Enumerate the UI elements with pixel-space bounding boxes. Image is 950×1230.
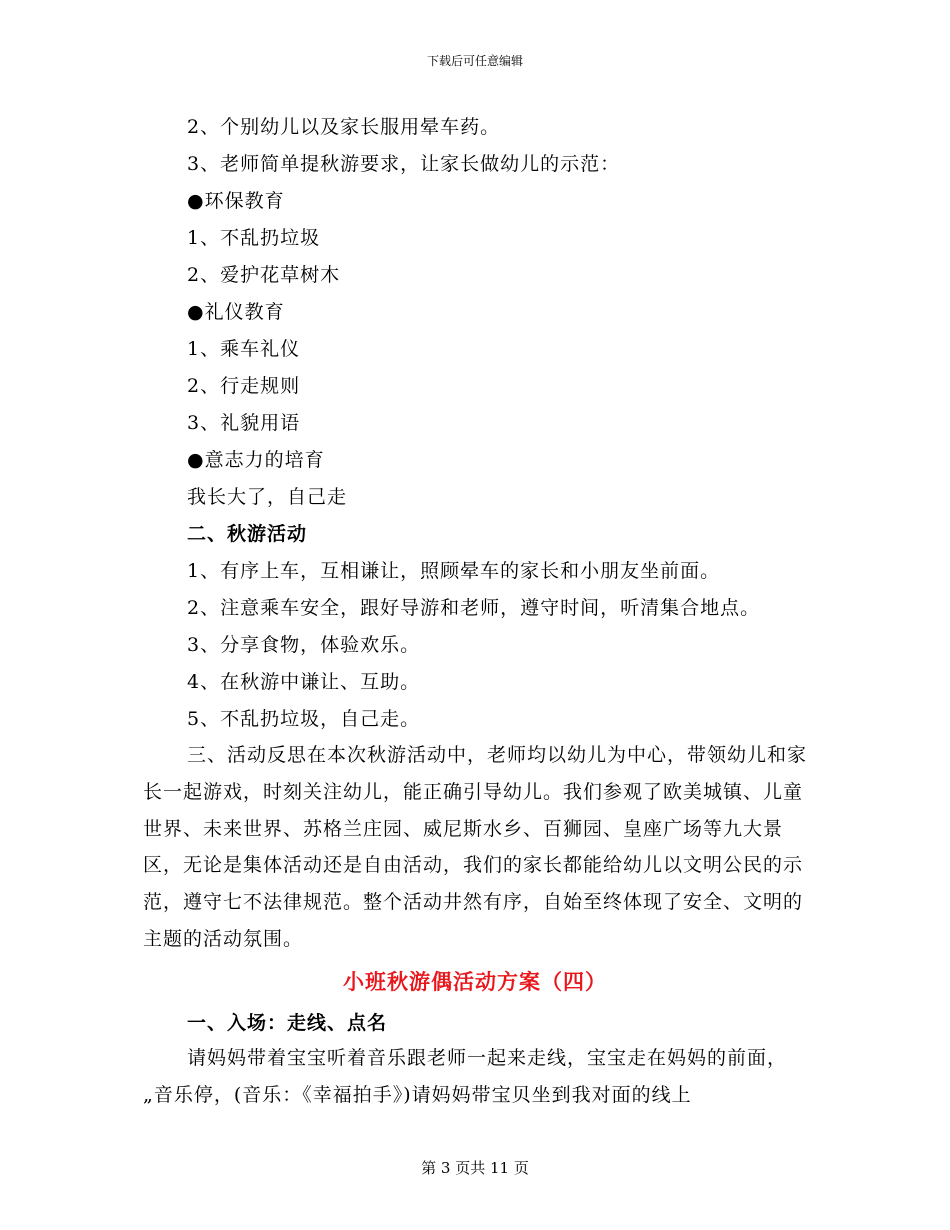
- body-paragraph: 请妈妈带着宝宝听着音乐跟老师一起来走线，宝宝走在妈妈的前面，„音乐停，(音乐：《幸福拍手》)请妈妈带宝贝坐到我对面的线上: [143, 1047, 788, 1106]
- bullet-heading: ●礼仪教育: [187, 301, 285, 323]
- list-item: 1、乘车礼仪: [187, 338, 301, 360]
- bullet-heading: ●环保教育: [187, 190, 285, 212]
- list-item: 4、在秋游中谦让、互助。: [187, 671, 421, 693]
- reflection-paragraph: 三、活动反思在本次秋游活动中，老师均以幼儿为中心，带领幼儿和家长一起游戏，时刻关注幼儿，能正确引导幼儿。我们参观了欧美城镇、儿童世界、未来世界、苏格兰庄园、威尼斯水乡、百狮园、皇座广场等九大景区，无论是集体活动还是自由活动，我们的家长都能给幼儿以文明公民的示范，遵守七不法律规范。整个活动井然有序，自始至终体现了安全、文明的主题的活动氛围。: [143, 744, 808, 950]
- list-item: 我长大了，自己走: [187, 486, 348, 508]
- list-item: 1、有序上车，互相谦让，照顾晕车的家长和小朋友坐前面。: [187, 560, 721, 582]
- page-header: 下载后可任意编辑: [426, 54, 523, 68]
- list-item: 2、行走规则: [187, 375, 301, 397]
- bullet-heading: ●意志力的培育: [187, 449, 325, 471]
- list-item: 2、爱护花草树木: [187, 264, 341, 286]
- section-title: 小班秋游偶活动方案（四）: [343, 969, 607, 994]
- list-item: 3、分享食物，体验欢乐。: [187, 634, 421, 656]
- list-item: 1、不乱扔垃圾: [187, 227, 321, 249]
- list-item: 3、老师简单提秋游要求，让家长做幼儿的示范：: [187, 153, 621, 175]
- list-item: 5、不乱扔垃圾，自己走。: [187, 708, 421, 730]
- list-item: 2、个别幼儿以及家长服用晕车药。: [187, 116, 501, 138]
- section-heading: 一、入场：走线、点名: [187, 1012, 388, 1034]
- section-heading: 二、秋游活动: [187, 523, 308, 545]
- page-footer: 第 3 页共 11 页: [421, 1159, 529, 1177]
- list-item: 2、注意乘车安全，跟好导游和老师，遵守时间，听清集合地点。: [187, 597, 761, 619]
- list-item: 3、礼貌用语: [187, 412, 301, 434]
